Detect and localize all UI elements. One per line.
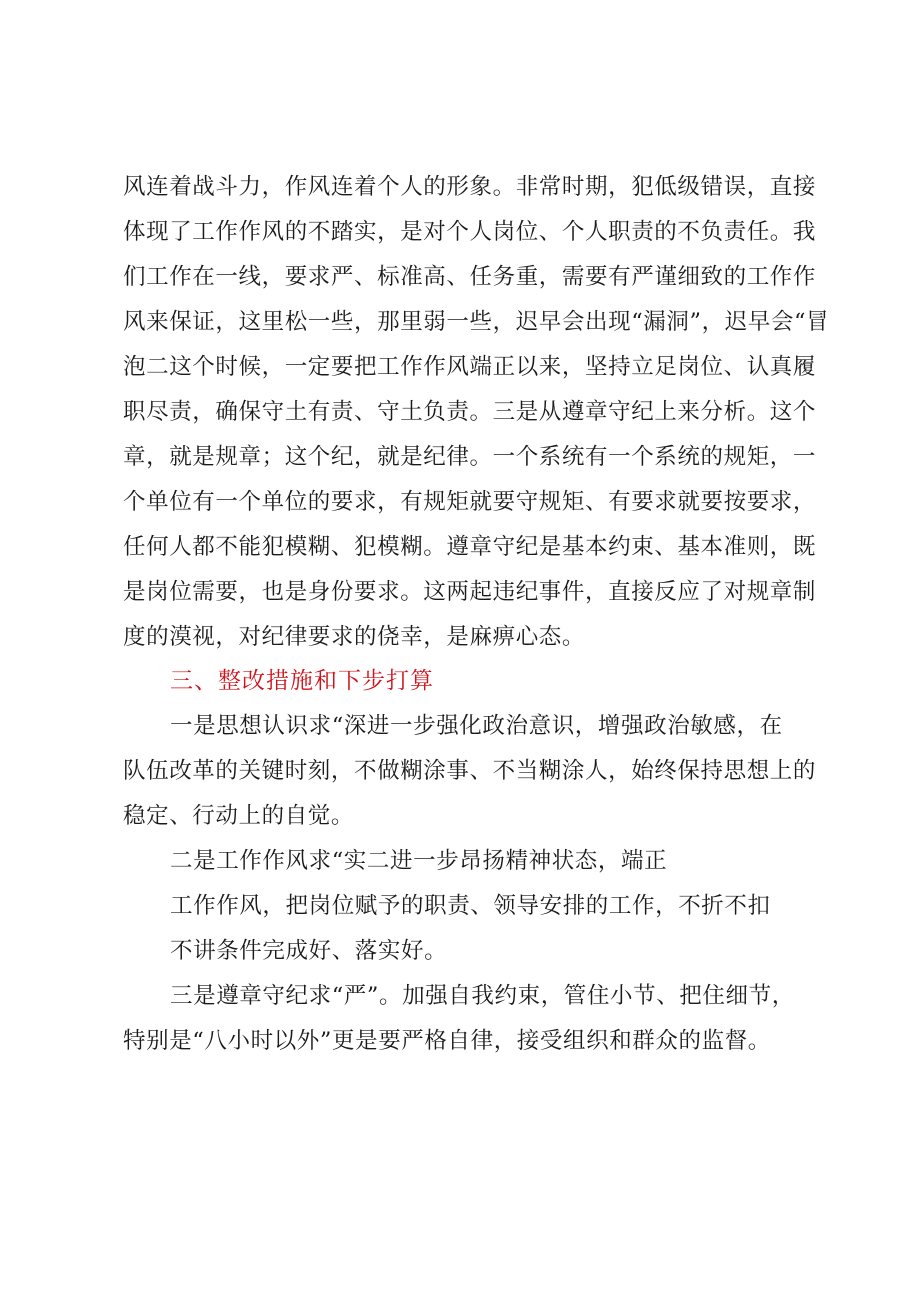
section-heading: 三、整改措施和下步打算 [170, 668, 434, 694]
text-line: 稳定、行动上的自觉。 [123, 803, 355, 829]
text-line: 任何人都不能犯模糊、犯模糊。遵章守纪是基本约束、基本准则，既 [123, 534, 817, 560]
text-line: 章，就是规章；这个纪，就是纪律。一个系统有一个系统的规矩，一 [123, 444, 817, 470]
text-line: 是岗位需要，也是身份要求。这两起违纪事件，直接反应了对规章制 [123, 579, 817, 605]
text-line: 一是思想认识求“深进一步强化政治意识，增强政治敏感，在 [170, 713, 783, 739]
text-line: 队伍改革的关键时刻，不做糊涂事、不当糊涂人，始终保持思想上的 [123, 758, 817, 784]
text-line: 风来保证，这里松一些，那里弱一些，迟早会出现“漏洞”，迟早会“冒 [123, 309, 830, 335]
text-line: 个单位有一个单位的要求，有规矩就要守规矩、有要求就要按要求， [123, 489, 817, 515]
text-line: 职尽责，确保守土有责、守土负责。三是从遵章守纪上来分析。这个 [123, 399, 817, 425]
text-line: 特别是“八小时以外”更是要严格自律，接受组织和群众的监督。 [123, 1028, 771, 1054]
text-line: 度的漠视，对纪律要求的侥幸，是麻痹心态。 [123, 624, 586, 650]
text-line: 三是遵章守纪求“严”。加强自我约束，管住小节、把住细节， [170, 983, 795, 1009]
text-line: 泡二这个时候，一定要把工作作风端正以来，坚持立足岗位、认真履 [123, 354, 817, 380]
text-line: 们工作在一线，要求严、标准高、任务重，需要有严谨细致的工作作 [123, 264, 817, 290]
text-line: 体现了工作作风的不踏实，是对个人岗位、个人职责的不负责任。我 [123, 219, 817, 245]
text-line: 工作作风，把岗位赋予的职责、领导安排的工作，不折不扣 [170, 893, 771, 919]
text-line: 不讲条件完成好、落实好。 [170, 938, 448, 964]
text-line: 风连着战斗力，作风连着个人的形象。非常时期，犯低级错误，直接 [123, 174, 817, 200]
text-line: 二是工作作风求“实二进一步昂扬精神状态，端正 [170, 848, 668, 874]
